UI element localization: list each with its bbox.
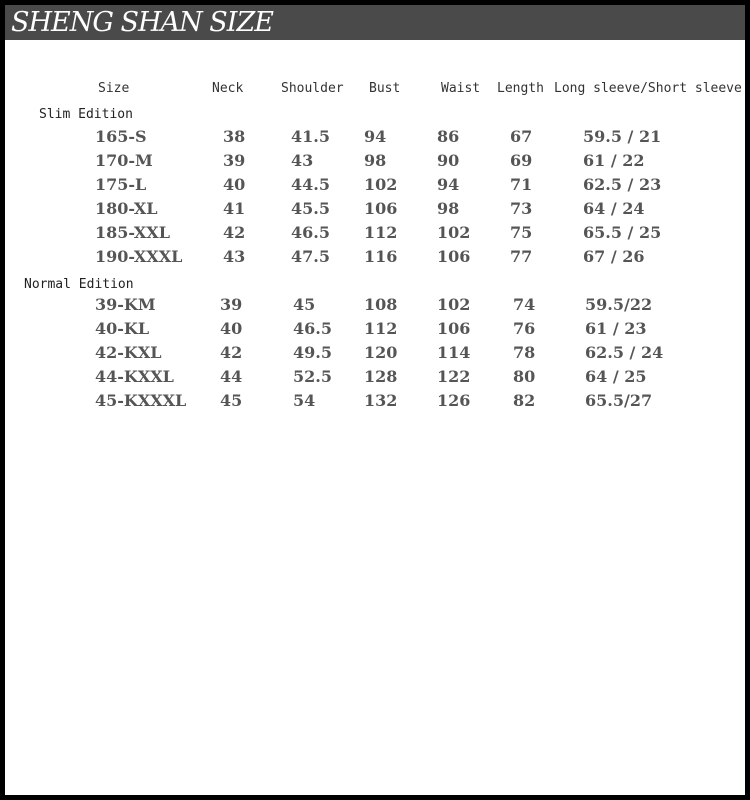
normal-row-1-neck: 39 bbox=[220, 295, 243, 314]
normal-row-3-bust: 120 bbox=[364, 343, 398, 362]
title-bar bbox=[5, 5, 745, 40]
slim-row-4-size: 180-XL bbox=[95, 199, 158, 218]
normal-row-5-neck: 45 bbox=[220, 391, 243, 410]
slim-row-4-length: 73 bbox=[510, 199, 533, 218]
normal-row-4-bust: 128 bbox=[364, 367, 398, 386]
slim-row-1-waist: 86 bbox=[437, 127, 460, 146]
page-title: SHENG SHAN SIZE bbox=[11, 7, 273, 38]
slim-row-5-length: 75 bbox=[510, 223, 533, 242]
slim-row-3-neck: 40 bbox=[223, 175, 246, 194]
normal-row-2-sleeve: 61 / 23 bbox=[585, 319, 647, 338]
slim-row-6-shoulder: 47.5 bbox=[291, 247, 330, 266]
slim-row-5-neck: 42 bbox=[223, 223, 246, 242]
slim-row-6-sleeve: 67 / 26 bbox=[583, 247, 645, 266]
header-length: Length bbox=[497, 81, 544, 96]
slim-row-6-bust: 116 bbox=[364, 247, 398, 266]
slim-row-5-sleeve: 65.5 / 25 bbox=[583, 223, 662, 242]
slim-row-2-bust: 98 bbox=[364, 151, 387, 170]
normal-row-1-sleeve: 59.5/22 bbox=[585, 295, 653, 314]
slim-row-4-neck: 41 bbox=[223, 199, 246, 218]
normal-row-3-sleeve: 62.5 / 24 bbox=[585, 343, 664, 362]
normal-row-2-shoulder: 46.5 bbox=[293, 319, 332, 338]
header-shoulder: Shoulder bbox=[281, 81, 344, 96]
slim-row-2-neck: 39 bbox=[223, 151, 246, 170]
slim-row-5-shoulder: 46.5 bbox=[291, 223, 330, 242]
slim-row-5-bust: 112 bbox=[364, 223, 398, 242]
normal-row-5-shoulder: 54 bbox=[293, 391, 316, 410]
slim-row-4-sleeve: 64 / 24 bbox=[583, 199, 645, 218]
slim-row-1-neck: 38 bbox=[223, 127, 246, 146]
normal-row-4-waist: 122 bbox=[437, 367, 471, 386]
slim-row-2-length: 69 bbox=[510, 151, 533, 170]
slim-row-4-shoulder: 45.5 bbox=[291, 199, 330, 218]
section-label-slim: Slim Edition bbox=[39, 107, 133, 122]
normal-row-5-length: 82 bbox=[513, 391, 536, 410]
normal-row-2-neck: 40 bbox=[220, 319, 243, 338]
slim-row-1-sleeve: 59.5 / 21 bbox=[583, 127, 662, 146]
normal-row-1-bust: 108 bbox=[364, 295, 398, 314]
slim-row-3-length: 71 bbox=[510, 175, 533, 194]
normal-row-3-neck: 42 bbox=[220, 343, 243, 362]
normal-row-4-sleeve: 64 / 25 bbox=[585, 367, 647, 386]
slim-row-5-waist: 102 bbox=[437, 223, 471, 242]
slim-row-3-bust: 102 bbox=[364, 175, 398, 194]
header-sleeve: Long sleeve/Short sleeve bbox=[554, 81, 742, 96]
slim-row-6-size: 190-XXXL bbox=[95, 247, 183, 266]
slim-row-6-neck: 43 bbox=[223, 247, 246, 266]
header-size: Size bbox=[98, 81, 130, 96]
header-waist: Waist bbox=[441, 81, 481, 96]
normal-row-1-size: 39-KM bbox=[95, 295, 156, 314]
normal-row-4-size: 44-KXXL bbox=[95, 367, 174, 386]
slim-row-6-waist: 106 bbox=[437, 247, 471, 266]
normal-row-1-length: 74 bbox=[513, 295, 536, 314]
normal-row-3-size: 42-KXL bbox=[95, 343, 162, 362]
slim-row-4-bust: 106 bbox=[364, 199, 398, 218]
normal-row-1-waist: 102 bbox=[437, 295, 471, 314]
normal-row-5-size: 45-KXXXL bbox=[95, 391, 187, 410]
slim-row-1-shoulder: 41.5 bbox=[291, 127, 330, 146]
slim-row-2-shoulder: 43 bbox=[291, 151, 314, 170]
normal-row-4-neck: 44 bbox=[220, 367, 243, 386]
slim-row-3-shoulder: 44.5 bbox=[291, 175, 330, 194]
normal-row-4-length: 80 bbox=[513, 367, 536, 386]
normal-row-3-shoulder: 49.5 bbox=[293, 343, 332, 362]
normal-row-2-bust: 112 bbox=[364, 319, 398, 338]
normal-row-2-length: 76 bbox=[513, 319, 536, 338]
normal-row-2-waist: 106 bbox=[437, 319, 471, 338]
normal-row-3-waist: 114 bbox=[437, 343, 471, 362]
slim-row-6-length: 77 bbox=[510, 247, 533, 266]
normal-row-3-length: 78 bbox=[513, 343, 536, 362]
normal-row-1-shoulder: 45 bbox=[293, 295, 316, 314]
header-bust: Bust bbox=[369, 81, 401, 96]
section-label-normal: Normal Edition bbox=[24, 277, 134, 292]
normal-row-2-size: 40-KL bbox=[95, 319, 150, 338]
slim-row-2-sleeve: 61 / 22 bbox=[583, 151, 645, 170]
slim-row-1-length: 67 bbox=[510, 127, 533, 146]
slim-row-2-waist: 90 bbox=[437, 151, 460, 170]
normal-row-5-sleeve: 65.5/27 bbox=[585, 391, 653, 410]
slim-row-2-size: 170-M bbox=[95, 151, 153, 170]
normal-row-4-shoulder: 52.5 bbox=[293, 367, 332, 386]
slim-row-1-bust: 94 bbox=[364, 127, 387, 146]
slim-row-1-size: 165-S bbox=[95, 127, 147, 146]
slim-row-5-size: 185-XXL bbox=[95, 223, 170, 242]
slim-row-3-sleeve: 62.5 / 23 bbox=[583, 175, 662, 194]
slim-row-3-size: 175-L bbox=[95, 175, 147, 194]
slim-row-3-waist: 94 bbox=[437, 175, 460, 194]
normal-row-5-waist: 126 bbox=[437, 391, 471, 410]
header-neck: Neck bbox=[212, 81, 244, 96]
slim-row-4-waist: 98 bbox=[437, 199, 460, 218]
normal-row-5-bust: 132 bbox=[364, 391, 398, 410]
